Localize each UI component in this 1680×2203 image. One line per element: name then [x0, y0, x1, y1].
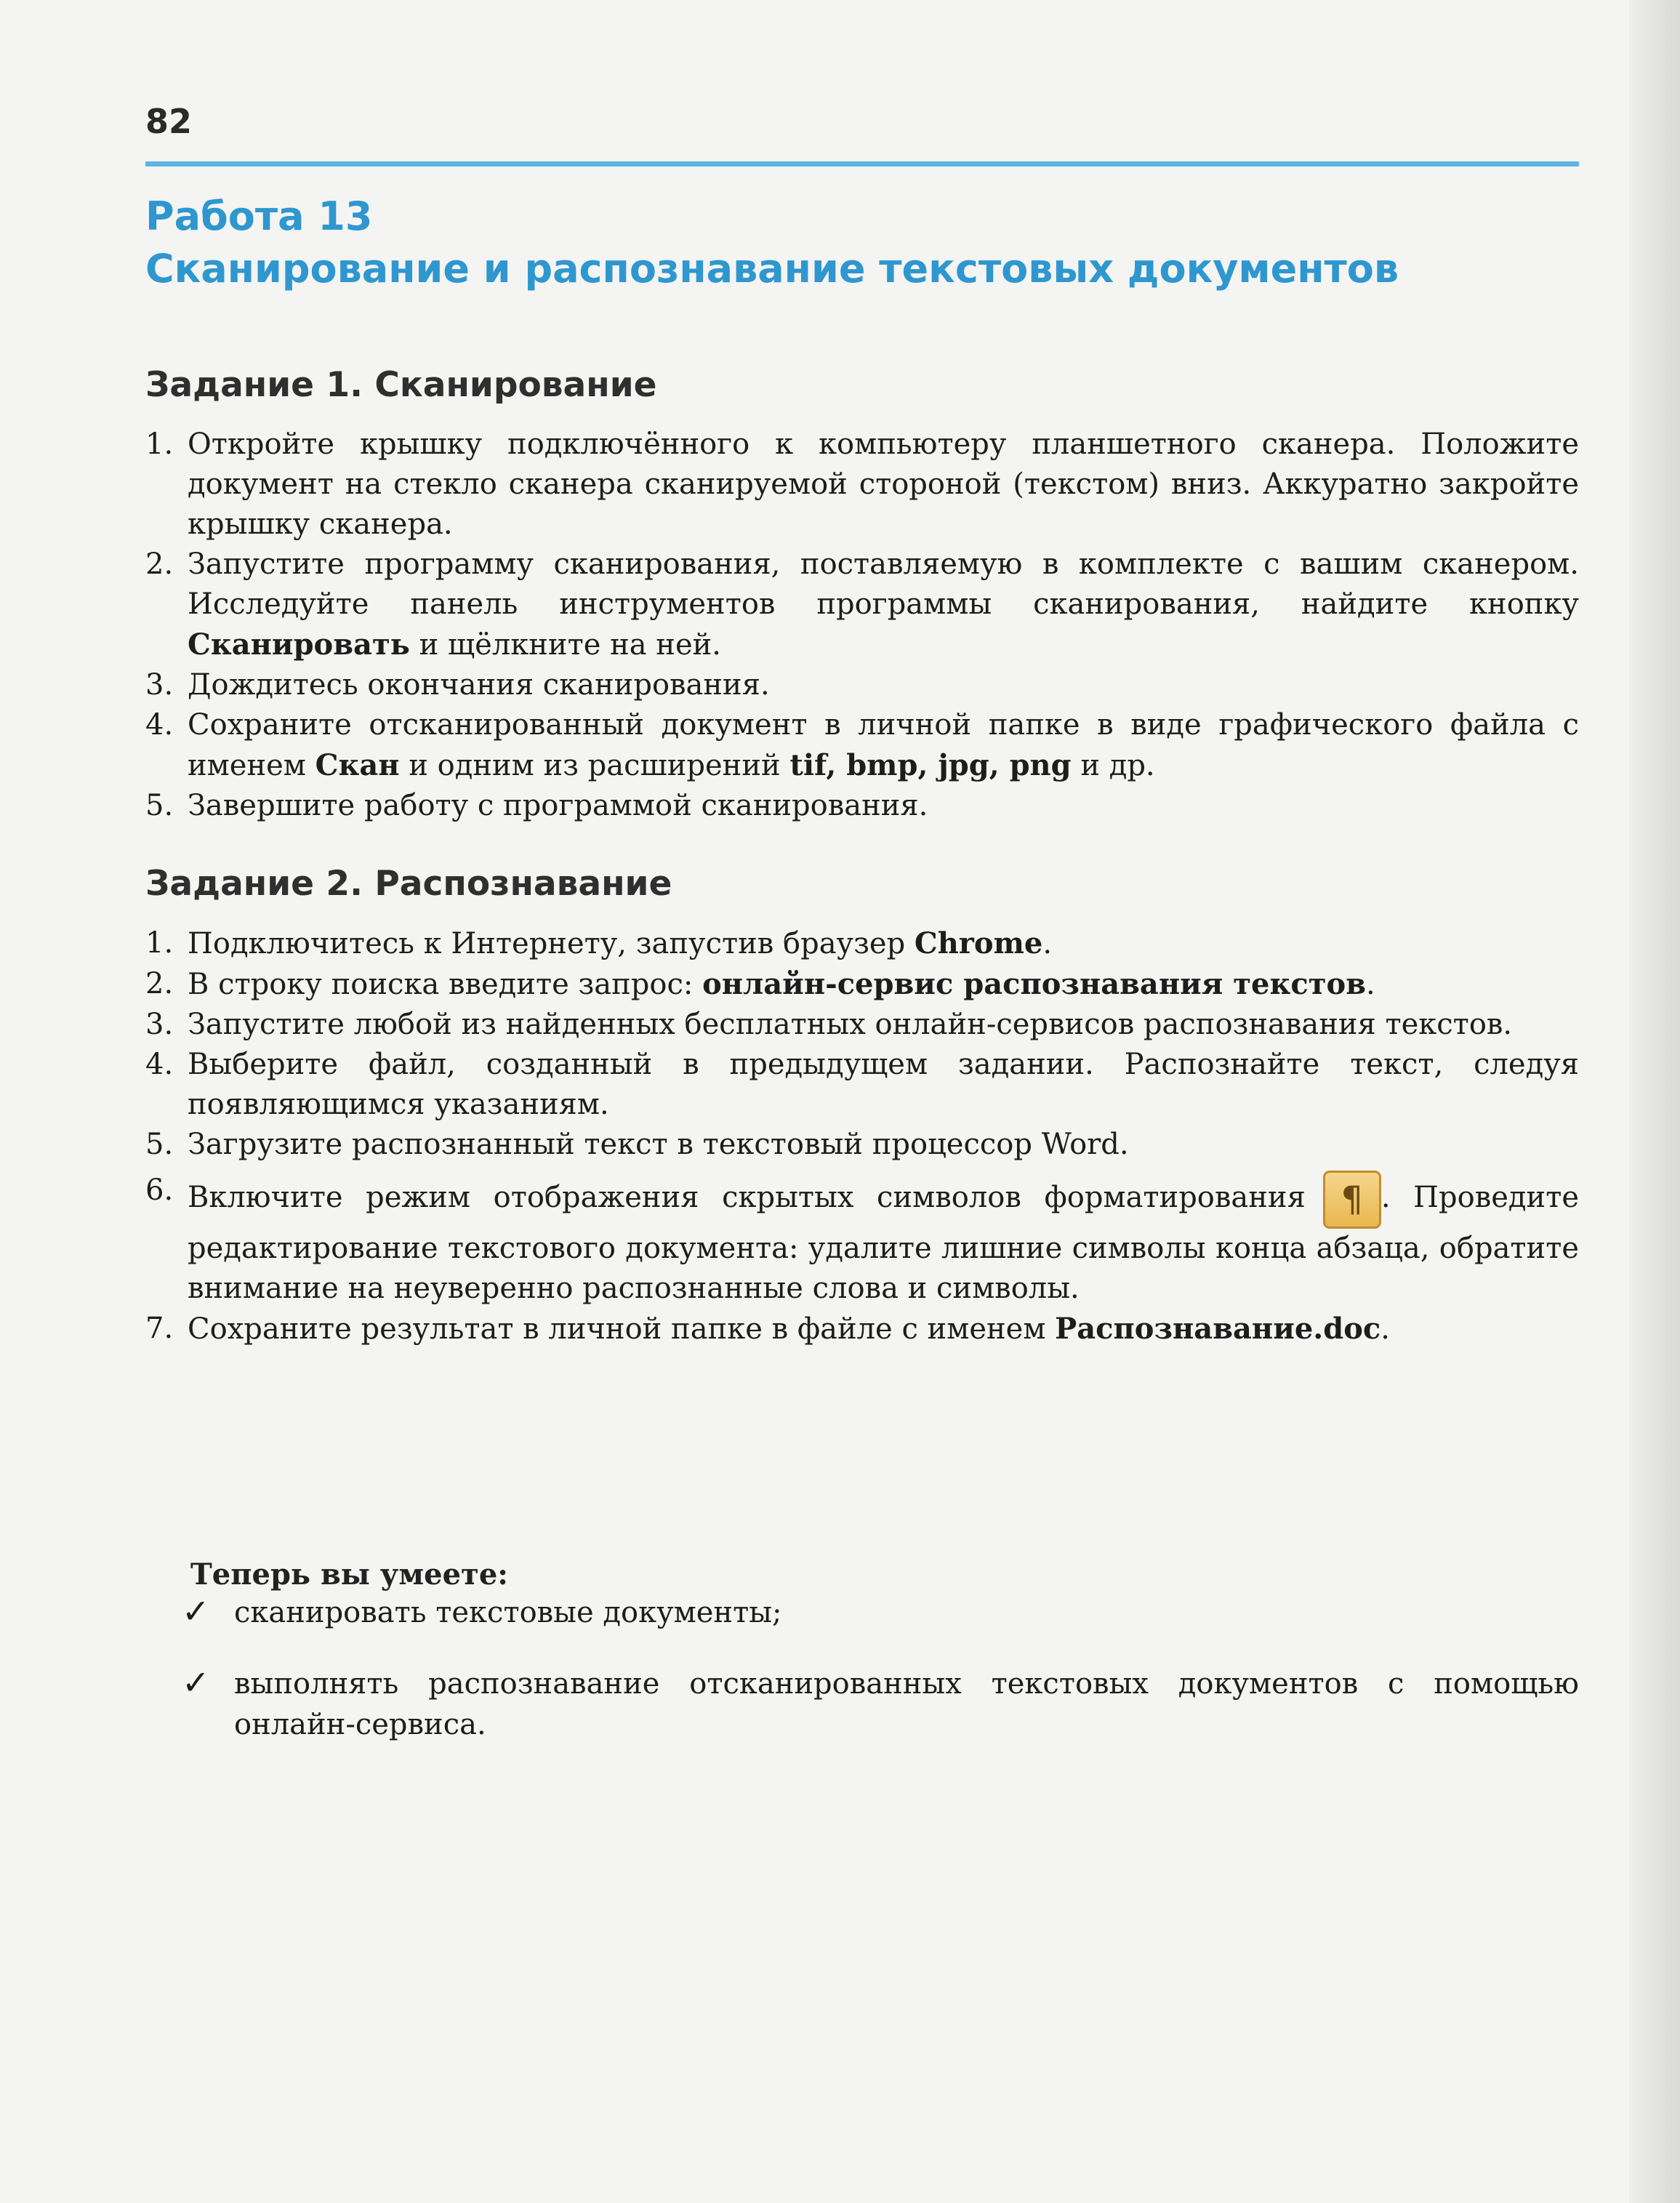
- scan-button-name: Сканировать: [188, 627, 410, 662]
- step-number: 3.: [145, 1008, 174, 1041]
- page-number: 82: [145, 102, 193, 141]
- task1-step-2: [145, 545, 1579, 665]
- task1-step-5: [145, 786, 1579, 826]
- work-name: Сканирование и распознавание текстовых документов: [145, 246, 1399, 292]
- step-text: Запустите программу сканирования, поставляемую в комплекте с вашим сканером. Исследуйте панель инструментов программы сканирования, найдите кнопку: [188, 547, 1579, 621]
- skill-item: [182, 1664, 1579, 1745]
- skills-title: Теперь вы умеете:: [190, 1557, 509, 1592]
- step-text: Загрузите распознанный текст в текстовый процессор Word.: [188, 1128, 1129, 1161]
- step-text: Запустите любой из найденных бесплатных онлайн-сервисов распознавания текстов.: [188, 1008, 1513, 1041]
- step-text-end: . Проведите редактирование текстового документа: удалите лишние символы конца абзаца, обратите внимание на неуверенно распознанные слова и символы.: [188, 1181, 1579, 1305]
- step-text: Сохраните результат в личной папке в файле с именем: [188, 1312, 1056, 1346]
- step-text: Завершите работу с программой сканирования.: [188, 789, 928, 822]
- task2-step-1: [145, 923, 1579, 964]
- task1-step-1: [145, 425, 1579, 545]
- step-number: 7.: [145, 1312, 174, 1345]
- result-file-name: Распознавание.doc: [1055, 1312, 1381, 1346]
- step-text-end: и др.: [1071, 749, 1155, 782]
- step-text: В строку поиска введите запрос:: [188, 968, 703, 1001]
- pilcrow-icon: ¶: [1323, 1171, 1381, 1229]
- step-text-end: .: [1366, 968, 1375, 1001]
- work-number: Работа 13: [145, 193, 373, 239]
- step-text: Выберите файл, созданный в предыдущем задании. Распознайте текст, следуя появляющимся указаниям.: [188, 1048, 1579, 1121]
- task2-steps: [145, 923, 1579, 1349]
- step-text: Сохраните отсканированный документ в личной папке в виде графического файла с именем: [188, 708, 1579, 782]
- task2-step-3: [145, 1005, 1579, 1045]
- task1-title: Задание 1. Сканирование: [145, 365, 657, 405]
- step-number: 4.: [145, 1048, 174, 1081]
- step-text-mid: и одним из расширений: [399, 749, 790, 782]
- step-text: Дождитесь окончания сканирования.: [188, 668, 770, 702]
- step-number: 2.: [145, 547, 174, 581]
- task1-step-3: [145, 665, 1579, 705]
- task2-step-4: [145, 1045, 1579, 1125]
- step-text-end: и щёлкните на ней.: [409, 628, 722, 662]
- step-number: 5.: [145, 789, 174, 822]
- skill-text: выполнять распознавание отсканированных текстовых документов с помощью онлайн-сервиса.: [234, 1667, 1579, 1741]
- checkmark-icon: ✓: [182, 1592, 210, 1631]
- file-extensions: tif, bmp, jpg, png: [789, 748, 1072, 782]
- step-text: Откройте крышку подключённого к компьютеру планшетного сканера. Положите документ на стекло сканера сканируемой стороной (текстом) вниз. Аккуратно закройте крышку сканера.: [188, 428, 1579, 541]
- step-number: 1.: [145, 926, 174, 960]
- step-text: Подключитесь к Интернету, запустив браузер: [188, 927, 915, 960]
- task2-step-2: [145, 964, 1579, 1005]
- task2-step-6: [145, 1171, 1579, 1309]
- checkmark-icon: ✓: [182, 1663, 210, 1702]
- work-title: [145, 190, 1585, 295]
- search-query: онлайн-сервис распознавания текстов: [702, 967, 1367, 1001]
- step-number: 5.: [145, 1128, 174, 1161]
- step-number: 3.: [145, 668, 174, 702]
- step-number: 2.: [145, 967, 174, 1000]
- browser-name: Chrome: [914, 926, 1043, 960]
- task1-step-4: [145, 705, 1579, 786]
- task1-steps: [145, 425, 1579, 826]
- task2-step-7: [145, 1309, 1579, 1349]
- step-text-end: .: [1042, 927, 1053, 960]
- skill-item: [182, 1592, 1579, 1633]
- step-number: 1.: [145, 428, 174, 461]
- page-edge: [1629, 0, 1680, 2203]
- step-number: 6.: [145, 1173, 174, 1207]
- step-text-end: .: [1380, 1312, 1390, 1346]
- task2-step-5: [145, 1125, 1579, 1165]
- skill-text: сканировать текстовые документы;: [234, 1596, 782, 1629]
- header-rule: [145, 161, 1579, 166]
- task2-title: Задание 2. Распознавание: [145, 864, 672, 904]
- step-text: Включите режим отображения скрытых символов форматирования: [188, 1181, 1306, 1214]
- step-number: 4.: [145, 708, 174, 742]
- file-name: Скан: [315, 748, 400, 782]
